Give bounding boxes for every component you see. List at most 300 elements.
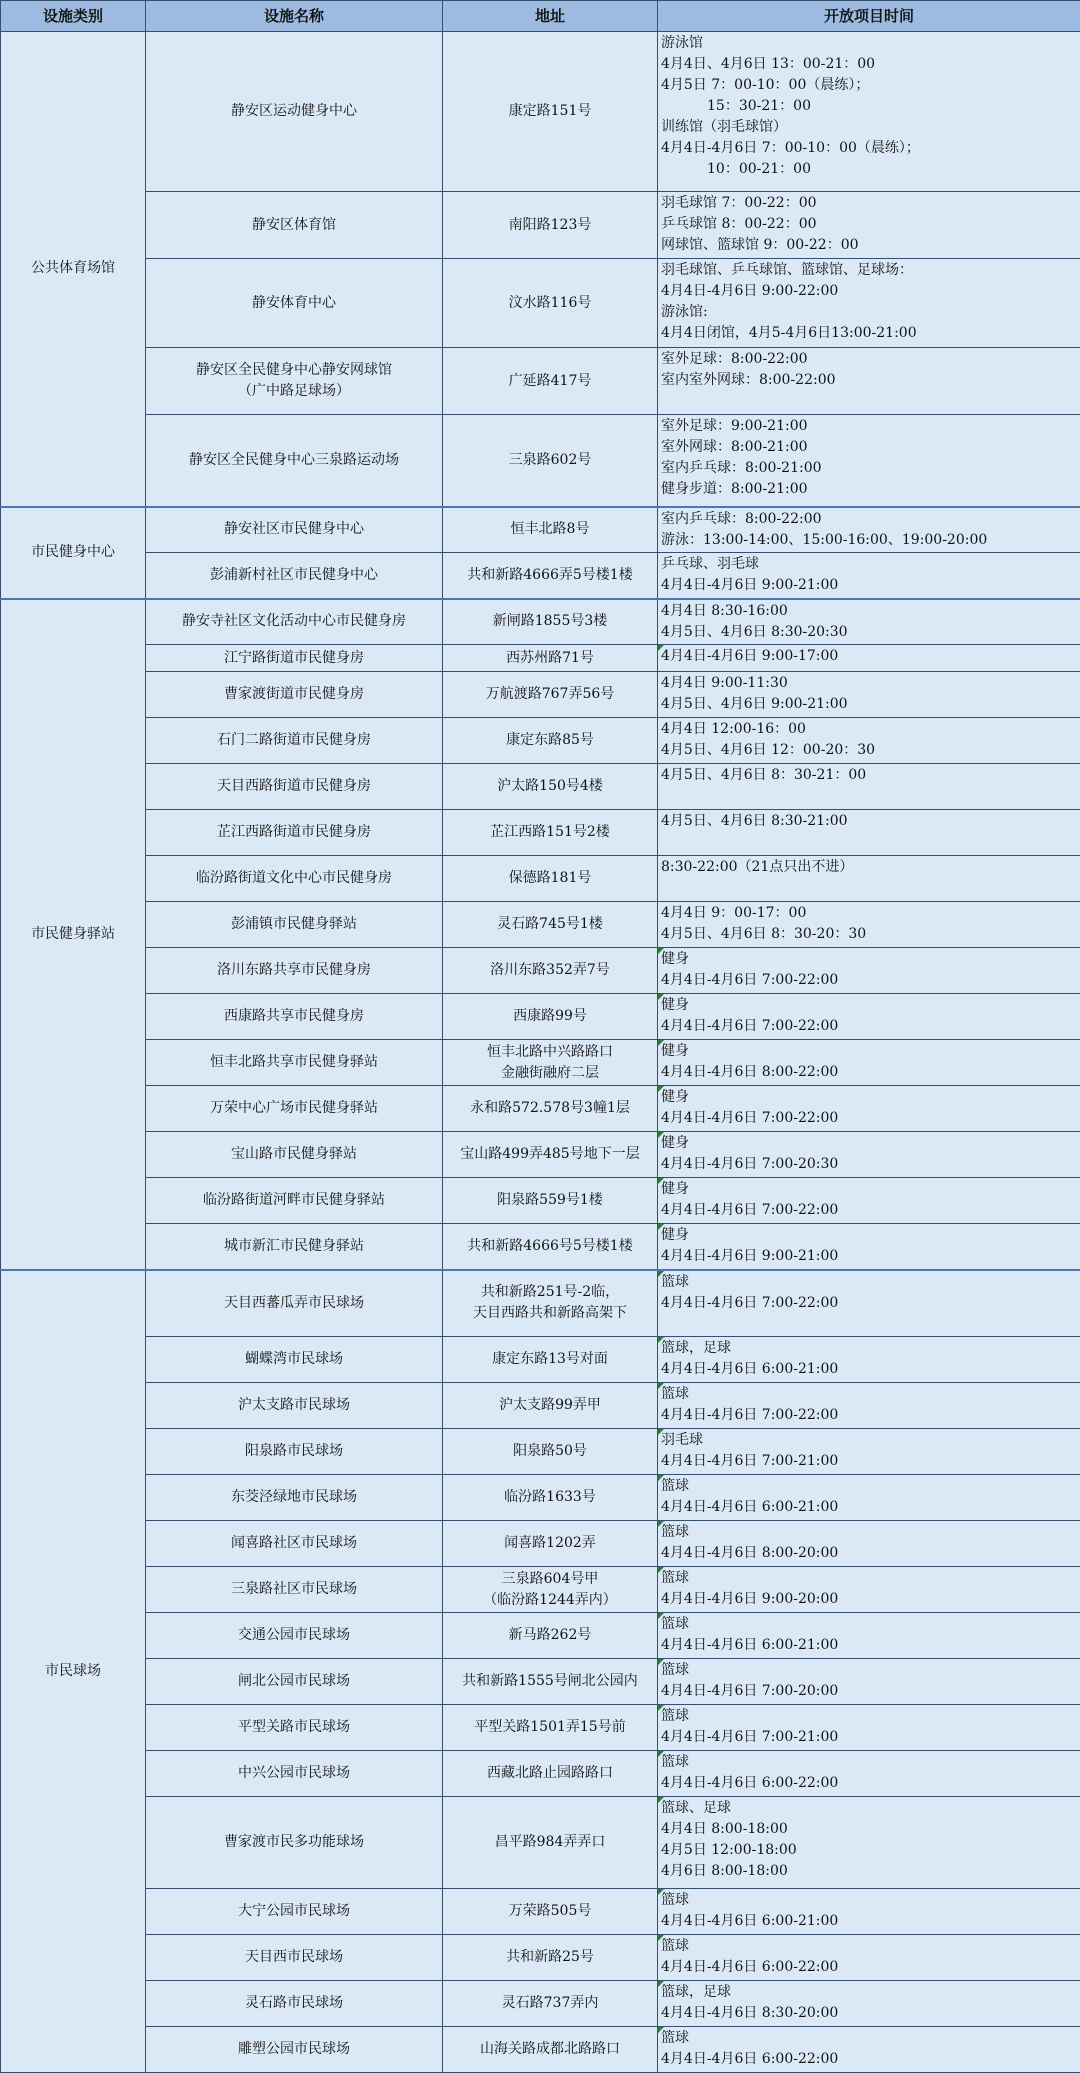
open-time-cell-line: 4月5日、4月6日 8：30-20：30	[661, 924, 1080, 945]
open-time-cell-line: 篮球	[661, 1890, 1080, 1911]
table-row	[1, 902, 1080, 948]
open-time-cell	[658, 856, 1080, 902]
address-cell-line: 芷江西路151号2楼	[443, 822, 657, 843]
facility-name-cell	[146, 259, 443, 348]
open-time-cell	[658, 902, 1080, 948]
open-time-cell-line: 篮球	[661, 1706, 1080, 1727]
facility-name-cell-line: 蝴蝶湾市民球场	[146, 1349, 442, 1370]
address-cell	[443, 1337, 658, 1383]
open-time-cell-line: 游泳：13:00-14:00、15:00-16:00、19:00-20:00	[661, 530, 1080, 551]
open-time-cell-line: 4月4日-4月6日 7:00-21:00	[661, 1727, 1080, 1748]
address-cell	[443, 1889, 658, 1935]
facility-name-cell	[146, 810, 443, 856]
open-time-cell	[658, 1132, 1080, 1178]
address-cell	[443, 348, 658, 415]
facility-name-cell-line: 城市新汇市民健身驿站	[146, 1236, 442, 1257]
address-cell-line: 康定路151号	[443, 101, 657, 122]
facility-name-cell	[146, 599, 443, 645]
address-cell	[443, 1567, 658, 1613]
open-time-cell	[658, 1889, 1080, 1935]
open-time-cell	[658, 1086, 1080, 1132]
facility-name-cell-line: 静安寺社区文化活动中心市民健身房	[146, 611, 442, 632]
open-time-cell	[658, 810, 1080, 856]
table-row	[1, 348, 1080, 415]
open-time-cell-line: 4月4日 8:30-16:00	[661, 601, 1080, 622]
address-cell-line: 灵石路745号1楼	[443, 914, 657, 935]
open-time-cell-line: 4月4日-4月6日 7:00-22:00	[661, 1293, 1080, 1314]
open-time-cell-line: 4月4日-4月6日 7:00-20:30	[661, 1154, 1080, 1175]
table-row	[1, 1889, 1080, 1935]
category-cell: 公共体育场馆	[1, 32, 146, 507]
table-row	[1, 1521, 1080, 1567]
open-time-cell-line: 网球馆、篮球馆 9：00-22：00	[661, 235, 1080, 256]
open-time-cell-line: 游泳馆	[661, 33, 1080, 54]
open-time-cell	[658, 718, 1080, 764]
address-cell-line: 金融街融府二层	[443, 1063, 657, 1084]
address-cell-line: 共和新路1555号闸北公园内	[443, 1671, 657, 1692]
open-time-cell	[658, 1270, 1080, 1337]
address-cell-line: 汶水路116号	[443, 293, 657, 314]
address-cell	[443, 764, 658, 810]
open-time-cell-line: 室外足球：9:00-21:00	[661, 416, 1080, 437]
open-time-cell-line: 8:30-22:00（21点只出不进）	[661, 857, 1080, 878]
open-time-cell-line: 4月4日-4月6日 7:00-22:00	[661, 1405, 1080, 1426]
address-cell	[443, 994, 658, 1040]
open-time-cell-line: 健身	[661, 949, 1080, 970]
open-time-cell-line: 4月4日-4月6日 6:00-21:00	[661, 1911, 1080, 1932]
category-cell: 市民球场	[1, 1270, 146, 2073]
facility-name-cell-line: 曹家渡街道市民健身房	[146, 684, 442, 705]
facility-name-cell	[146, 1178, 443, 1224]
address-cell	[443, 856, 658, 902]
address-cell-line: 山海关路成都北路路口	[443, 2039, 657, 2060]
facility-name-cell	[146, 553, 443, 599]
header-name: 设施名称	[146, 1, 443, 32]
table-row	[1, 1040, 1080, 1086]
facility-name-cell-line: 静安区全民健身中心静安网球馆	[146, 360, 442, 381]
open-time-cell-line: 4月4日-4月6日 9:00-17:00	[661, 646, 1080, 667]
facility-name-cell-line: 静安区体育馆	[146, 215, 442, 236]
open-time-cell	[658, 1178, 1080, 1224]
open-time-cell	[658, 553, 1080, 599]
facility-name-cell	[146, 1889, 443, 1935]
table-row	[1, 764, 1080, 810]
open-time-cell-line: 4月5日 12:00-18:00	[661, 1840, 1080, 1861]
open-time-cell-line: 篮球、足球	[661, 1798, 1080, 1819]
open-time-cell	[658, 1567, 1080, 1613]
facility-name-cell	[146, 192, 443, 259]
open-time-cell-line: 4月4日、4月6日 13：00-21：00	[661, 54, 1080, 75]
table-row	[1, 1613, 1080, 1659]
open-time-cell-line: 4月4日 9:00-11:30	[661, 673, 1080, 694]
table-row	[1, 1178, 1080, 1224]
open-time-cell-line: 4月4日-4月6日 7:00-20:00	[661, 1681, 1080, 1702]
address-cell	[443, 1475, 658, 1521]
address-cell-line: 洛川东路352弄7号	[443, 960, 657, 981]
address-cell-line: 共和新路25号	[443, 1947, 657, 1968]
table-row	[1, 1475, 1080, 1521]
facility-name-cell	[146, 718, 443, 764]
address-cell-line: 新马路262号	[443, 1625, 657, 1646]
open-time-cell-line: 室外足球：8:00-22:00	[661, 349, 1080, 370]
table-row	[1, 1086, 1080, 1132]
facility-name-cell	[146, 1270, 443, 1337]
table-row	[1, 1337, 1080, 1383]
table-row	[1, 1429, 1080, 1475]
open-time-cell	[658, 1383, 1080, 1429]
table-row	[1, 1567, 1080, 1613]
open-time-cell-line: 4月4日-4月6日 8:30-20:00	[661, 2003, 1080, 2024]
open-time-cell	[658, 1224, 1080, 1270]
table-row	[1, 553, 1080, 599]
open-time-cell-line: 4月4日-4月6日 7：00-10：00（晨练）；	[661, 138, 1080, 159]
facility-name-cell	[146, 32, 443, 192]
table-row	[1, 415, 1080, 507]
table-row	[1, 1797, 1080, 1889]
facility-name-cell	[146, 1751, 443, 1797]
table-row	[1, 1935, 1080, 1981]
facility-name-cell	[146, 1521, 443, 1567]
facility-name-cell	[146, 1040, 443, 1086]
facility-name-cell-line: 阳泉路市民球场	[146, 1441, 442, 1462]
open-time-cell-line: 4月4日-4月6日 8:00-22:00	[661, 1062, 1080, 1083]
open-time-cell-line: 健身	[661, 1225, 1080, 1246]
open-time-cell-line: 4月6日 8:00-18:00	[661, 1861, 1080, 1882]
address-cell-line: 康定东路13号对面	[443, 1349, 657, 1370]
address-cell	[443, 1132, 658, 1178]
facility-name-cell	[146, 1613, 443, 1659]
address-cell	[443, 1429, 658, 1475]
facility-name-cell-line: 闻喜路社区市民球场	[146, 1533, 442, 1554]
address-cell-line: 闻喜路1202弄	[443, 1533, 657, 1554]
facility-name-cell-line: 天目西市民球场	[146, 1947, 442, 1968]
facility-name-cell-line: 灵石路市民球场	[146, 1993, 442, 2014]
facility-name-cell-line: 闸北公园市民球场	[146, 1671, 442, 1692]
facility-name-cell	[146, 1224, 443, 1270]
open-time-cell-line: 4月4日-4月6日 7:00-21:00	[661, 1451, 1080, 1472]
table-row	[1, 994, 1080, 1040]
category-cell: 市民健身驿站	[1, 599, 146, 1270]
address-cell-line: 万荣路505号	[443, 1901, 657, 1922]
open-time-cell-line: 4月5日 7：00-10：00（晨练）；	[661, 75, 1080, 96]
open-time-cell-line: 篮球	[661, 1568, 1080, 1589]
facility-name-cell	[146, 348, 443, 415]
open-time-cell	[658, 2027, 1080, 2073]
open-time-cell-line: 篮球	[661, 1272, 1080, 1293]
facility-name-cell	[146, 1429, 443, 1475]
table-row	[1, 1981, 1080, 2027]
open-time-cell-line: 4月4日-4月6日 7:00-22:00	[661, 1200, 1080, 1221]
address-cell-line: 宝山路499弄485号地下一层	[443, 1144, 657, 1165]
facility-name-cell-line: 静安区全民健身中心三泉路运动场	[146, 450, 442, 471]
table-row	[1, 948, 1080, 994]
open-time-cell-line: 篮球	[661, 1614, 1080, 1635]
open-time-cell-line: 4月4日-4月6日 6:00-21:00	[661, 1359, 1080, 1380]
address-cell	[443, 718, 658, 764]
open-time-cell-line: 健身	[661, 1087, 1080, 1108]
address-cell-line: 恒丰北路8号	[443, 519, 657, 540]
address-cell	[443, 259, 658, 348]
open-time-cell	[658, 348, 1080, 415]
open-time-cell-line: 4月4日 8:00-18:00	[661, 1819, 1080, 1840]
facility-name-cell	[146, 856, 443, 902]
facility-name-cell-line: 彭浦新村社区市民健身中心	[146, 565, 442, 586]
address-cell	[443, 1040, 658, 1086]
facility-name-cell	[146, 1383, 443, 1429]
open-time-cell-line: 4月4日-4月6日 8:00-20:00	[661, 1543, 1080, 1564]
table-row	[1, 718, 1080, 764]
open-time-cell-line: 室内室外网球：8:00-22:00	[661, 370, 1080, 391]
facility-name-cell-line: 交通公园市民球场	[146, 1625, 442, 1646]
open-time-cell-line: 篮球	[661, 1752, 1080, 1773]
facility-name-cell	[146, 1797, 443, 1889]
open-time-cell	[658, 1935, 1080, 1981]
open-time-cell-line: 4月4日-4月6日 9:00-22:00	[661, 281, 1080, 302]
address-cell	[443, 1178, 658, 1224]
open-time-cell	[658, 672, 1080, 718]
facility-name-cell	[146, 1705, 443, 1751]
facility-name-cell-line: 临汾路街道文化中心市民健身房	[146, 868, 442, 889]
open-time-cell-line: 4月4日-4月6日 7:00-22:00	[661, 1016, 1080, 1037]
table-row	[1, 1270, 1080, 1337]
table-row	[1, 259, 1080, 348]
open-time-cell	[658, 764, 1080, 810]
open-time-cell-line: 篮球	[661, 1936, 1080, 1957]
address-cell-line: 共和新路4666弄5号楼1楼	[443, 565, 657, 586]
facility-name-cell-line: 天目西路街道市民健身房	[146, 776, 442, 797]
facility-name-cell-line: 西康路共享市民健身房	[146, 1006, 442, 1027]
facility-name-cell-line: 江宁路街道市民健身房	[146, 648, 442, 669]
facility-name-cell-line: 静安区运动健身中心	[146, 101, 442, 122]
address-cell	[443, 1751, 658, 1797]
address-cell	[443, 1270, 658, 1337]
address-cell-line: （临汾路1244弄内）	[443, 1590, 657, 1611]
open-time-cell-line: 篮球	[661, 1384, 1080, 1405]
address-cell	[443, 1705, 658, 1751]
open-time-cell-line: 4月4日-4月6日 6:00-21:00	[661, 1635, 1080, 1656]
open-time-cell-line: 健身	[661, 1133, 1080, 1154]
address-cell	[443, 1935, 658, 1981]
open-time-cell-line: 15：30-21：00	[661, 96, 1080, 117]
table-row	[1, 192, 1080, 259]
open-time-cell	[658, 1659, 1080, 1705]
open-time-cell	[658, 1337, 1080, 1383]
address-cell	[443, 1613, 658, 1659]
facility-name-cell-line: 雕塑公园市民球场	[146, 2039, 442, 2060]
open-time-cell-line: 篮球，足球	[661, 1338, 1080, 1359]
open-time-cell-line: 室内乒乓球：8:00-21:00	[661, 458, 1080, 479]
address-cell-line: 沪太路150号4楼	[443, 776, 657, 797]
header-time: 开放项目时间	[658, 1, 1080, 32]
open-time-cell	[658, 415, 1080, 507]
facility-name-cell	[146, 507, 443, 553]
facility-name-cell-line: 静安社区市民健身中心	[146, 519, 442, 540]
open-time-cell	[658, 1797, 1080, 1889]
table-row	[1, 856, 1080, 902]
address-cell	[443, 1383, 658, 1429]
address-cell-line: 阳泉路50号	[443, 1441, 657, 1462]
facility-name-cell	[146, 1086, 443, 1132]
open-time-cell-line: 篮球，足球	[661, 1982, 1080, 2003]
address-cell	[443, 32, 658, 192]
table-row	[1, 810, 1080, 856]
open-time-cell-line: 篮球	[661, 1522, 1080, 1543]
open-time-cell-line: 4月5日、4月6日 8：30-21：00	[661, 765, 1080, 786]
open-time-cell	[658, 1705, 1080, 1751]
address-cell	[443, 415, 658, 507]
address-cell-line: 恒丰北路中兴路路口	[443, 1042, 657, 1063]
open-time-cell-line: 游泳馆:	[661, 302, 1080, 323]
facility-name-cell-line: 洛川东路共享市民健身房	[146, 960, 442, 981]
open-time-cell-line: 健身	[661, 1041, 1080, 1062]
address-cell-line: 万航渡路767弄56号	[443, 684, 657, 705]
table-row	[1, 1224, 1080, 1270]
open-time-cell-line: 4月5日、4月6日 8:30-20:30	[661, 622, 1080, 643]
address-cell	[443, 948, 658, 994]
open-time-cell-line: 篮球	[661, 1476, 1080, 1497]
open-time-cell-line: 篮球	[661, 2028, 1080, 2049]
open-time-cell-line: 10：00-21：00	[661, 159, 1080, 180]
address-cell	[443, 507, 658, 553]
address-cell	[443, 672, 658, 718]
facility-name-cell	[146, 1132, 443, 1178]
address-cell-line: 康定东路85号	[443, 730, 657, 751]
facility-name-cell-line: 彭浦镇市民健身驿站	[146, 914, 442, 935]
address-cell	[443, 1521, 658, 1567]
open-time-cell	[658, 1613, 1080, 1659]
facility-name-cell-line: 东茭泾绿地市民球场	[146, 1487, 442, 1508]
address-cell-line: 三泉路604号甲	[443, 1569, 657, 1590]
open-time-cell-line: 4月5日、4月6日 9:00-21:00	[661, 694, 1080, 715]
open-time-cell-line: 4月4日-4月6日 7:00-22:00	[661, 970, 1080, 991]
open-time-cell-line: 篮球	[661, 1660, 1080, 1681]
open-time-cell-line: 4月4日-4月6日 7:00-22:00	[661, 1108, 1080, 1129]
address-cell	[443, 553, 658, 599]
table-row	[1, 1659, 1080, 1705]
facility-name-cell	[146, 1567, 443, 1613]
table-row	[1, 1132, 1080, 1178]
address-cell	[443, 810, 658, 856]
address-cell-line: 昌平路984弄弄口	[443, 1832, 657, 1853]
address-cell-line: 西藏北路止园路路口	[443, 1763, 657, 1784]
address-cell-line: 沪太支路99弄甲	[443, 1395, 657, 1416]
open-time-cell	[658, 1521, 1080, 1567]
facility-name-cell-line: 临汾路街道河畔市民健身驿站	[146, 1190, 442, 1211]
facility-name-cell-line: 静安体育中心	[146, 293, 442, 314]
facility-name-cell-line: （广中路足球场）	[146, 381, 442, 402]
address-cell	[443, 192, 658, 259]
facility-name-cell	[146, 1935, 443, 1981]
open-time-cell-line: 4月4日 9：00-17：00	[661, 903, 1080, 924]
address-cell	[443, 1981, 658, 2027]
address-cell-line: 南阳路123号	[443, 215, 657, 236]
open-time-cell-line: 室外网球：8:00-21:00	[661, 437, 1080, 458]
open-time-cell	[658, 645, 1080, 672]
facility-name-cell-line: 三泉路社区市民球场	[146, 1579, 442, 1600]
open-time-cell-line: 4月4日-4月6日 6:00-22:00	[661, 2049, 1080, 2070]
header-row	[1, 1, 1080, 32]
open-time-cell	[658, 32, 1080, 192]
open-time-cell-line: 4月4日-4月6日 9:00-20:00	[661, 1589, 1080, 1610]
facility-name-cell	[146, 2027, 443, 2073]
facility-name-cell-line: 芷江西路街道市民健身房	[146, 822, 442, 843]
facility-name-cell	[146, 902, 443, 948]
address-cell-line: 天目西路共和新路高架下	[443, 1303, 657, 1324]
address-cell-line: 灵石路737弄内	[443, 1993, 657, 2014]
table-row	[1, 2027, 1080, 2073]
open-time-cell-line: 羽毛球馆、乒乓球馆、篮球馆、足球场：	[661, 260, 1080, 281]
address-cell	[443, 902, 658, 948]
facility-name-cell-line: 石门二路街道市民健身房	[146, 730, 442, 751]
open-time-cell	[658, 1751, 1080, 1797]
table-row	[1, 1751, 1080, 1797]
facility-name-cell-line: 万荣中心广场市民健身驿站	[146, 1098, 442, 1119]
facility-name-cell	[146, 764, 443, 810]
open-time-cell	[658, 599, 1080, 645]
facility-name-cell-line: 恒丰北路共享市民健身驿站	[146, 1052, 442, 1073]
address-cell-line: 永和路572.578号3幢1层	[443, 1098, 657, 1119]
address-cell-line: 共和新路251号-2临，	[443, 1282, 657, 1303]
open-time-cell-line: 4月4日-4月6日 6:00-21:00	[661, 1497, 1080, 1518]
facility-name-cell-line: 大宁公园市民球场	[146, 1901, 442, 1922]
address-cell	[443, 1086, 658, 1132]
address-cell-line: 新闸路1855号3楼	[443, 611, 657, 632]
open-time-cell-line: 4月4日-4月6日 6:00-22:00	[661, 1773, 1080, 1794]
open-time-cell-line: 室内乒乓球：8:00-22:00	[661, 509, 1080, 530]
address-cell-line: 平型关路1501弄15号前	[443, 1717, 657, 1738]
open-time-cell-line: 4月4日闭馆，4月5-4月6日13:00-21:00	[661, 323, 1080, 344]
table-row	[1, 599, 1080, 645]
open-time-cell	[658, 994, 1080, 1040]
address-cell	[443, 599, 658, 645]
open-time-cell-line: 乒乓球馆 8：00-22：00	[661, 214, 1080, 235]
open-time-cell-line: 4月5日、4月6日 12：00-20：30	[661, 740, 1080, 761]
open-time-cell-line: 羽毛球	[661, 1430, 1080, 1451]
open-time-cell-line: 4月4日-4月6日 9:00-21:00	[661, 1246, 1080, 1267]
facility-name-cell	[146, 1337, 443, 1383]
facility-name-cell	[146, 645, 443, 672]
address-cell-line: 广延路417号	[443, 371, 657, 392]
open-time-cell-line: 4月5日、4月6日 8:30-21:00	[661, 811, 1080, 832]
open-time-cell-line: 乒乓球、羽毛球	[661, 554, 1080, 575]
table-row	[1, 672, 1080, 718]
open-time-cell-line: 4月4日 12:00-16：00	[661, 719, 1080, 740]
open-time-cell-line: 健身	[661, 1179, 1080, 1200]
facility-name-cell-line: 平型关路市民球场	[146, 1717, 442, 1738]
facility-name-cell	[146, 1475, 443, 1521]
facility-name-cell-line: 宝山路市民健身驿站	[146, 1144, 442, 1165]
open-time-cell-line: 健身步道：8:00-21:00	[661, 479, 1080, 500]
table-row	[1, 32, 1080, 192]
address-cell-line: 共和新路4666号5号楼1楼	[443, 1236, 657, 1257]
open-time-cell-line: 4月4日-4月6日 6:00-22:00	[661, 1957, 1080, 1978]
open-time-cell	[658, 507, 1080, 553]
address-cell	[443, 1797, 658, 1889]
open-time-cell	[658, 948, 1080, 994]
facility-name-cell-line: 沪太支路市民球场	[146, 1395, 442, 1416]
open-time-cell	[658, 192, 1080, 259]
table-row	[1, 645, 1080, 672]
facility-name-cell	[146, 994, 443, 1040]
facility-name-cell-line: 天目西蕃瓜弄市民球场	[146, 1293, 442, 1314]
address-cell-line: 西苏州路71号	[443, 648, 657, 669]
address-cell-line: 临汾路1633号	[443, 1487, 657, 1508]
open-time-cell-line: 4月4日-4月6日 9:00-21:00	[661, 575, 1080, 596]
open-time-cell-line: 健身	[661, 995, 1080, 1016]
open-time-cell-line: 训练馆（羽毛球馆）	[661, 117, 1080, 138]
facility-name-cell	[146, 1981, 443, 2027]
address-cell-line: 保德路181号	[443, 868, 657, 889]
